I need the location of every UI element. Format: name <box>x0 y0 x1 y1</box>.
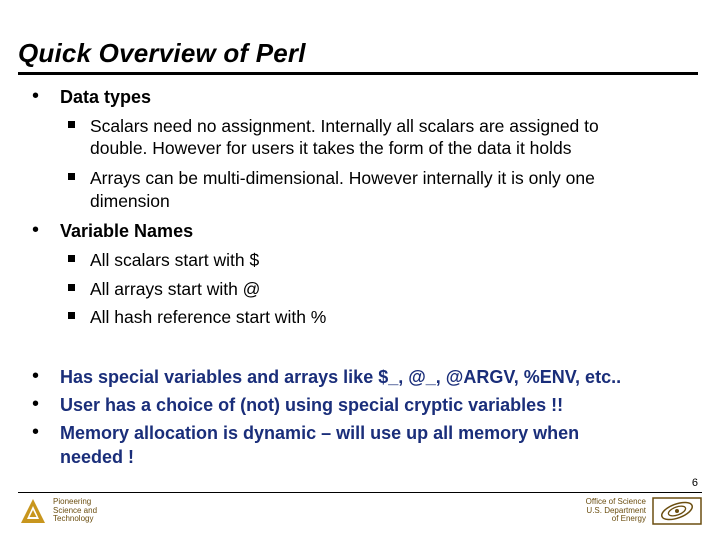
sub-bullet-text: Scalars need no assignment. Internally all scalars are assigned to <box>90 116 599 136</box>
footer-left-line: Pioneering <box>53 497 92 506</box>
argonne-logo-icon <box>20 498 46 524</box>
slide-title: Quick Overview of Perl <box>18 38 306 68</box>
bullet-label: Data types <box>60 87 152 107</box>
bullet-dot-icon: • <box>32 85 40 107</box>
footer-left-line: Technology <box>53 514 94 523</box>
sub-bullet-text: All hash reference start with % <box>90 307 327 327</box>
square-bullet-icon <box>68 284 76 292</box>
bullet-dot-icon: • <box>32 219 40 241</box>
page-number: 6 <box>691 477 698 489</box>
sub-bullet-text: All scalars start with $ <box>90 250 260 270</box>
highlight-bullet-text: Memory allocation is dynamic – will use up all memory when <box>60 423 580 443</box>
sub-bullet-text: All arrays start with @ <box>90 279 261 299</box>
doe-logo-icon <box>652 497 702 525</box>
footer-right-text <box>586 498 646 524</box>
title-underline <box>18 72 698 75</box>
sub-bullet-text: dimension <box>90 191 170 211</box>
square-bullet-icon <box>68 121 76 129</box>
footer-divider <box>18 492 702 493</box>
footer-left-text <box>53 498 97 524</box>
bullet-dot-icon: • <box>32 365 40 387</box>
footer-left-line: Science and <box>53 505 98 515</box>
highlight-bullet-text: Has special variables and arrays like $_, @_, @ARGV, %ENV, etc.. <box>60 367 622 387</box>
square-bullet-icon <box>68 173 76 181</box>
highlight-bullet-text: User has a choice of (not) using special cryptic variables !! <box>60 395 564 415</box>
footer-right-line: of Energy <box>611 514 646 523</box>
highlight-bullet-text: needed ! <box>60 447 135 467</box>
footer-right-line: Office of Science <box>585 497 646 506</box>
footer-right-line: U.S. Department <box>586 505 646 515</box>
square-bullet-icon <box>68 255 76 263</box>
bullet-label: Variable Names <box>60 221 194 241</box>
square-bullet-icon <box>68 312 76 320</box>
bullet-dot-icon: • <box>32 393 40 415</box>
sub-bullet-text: double. However for users it takes the form of the data it holds <box>90 138 572 158</box>
bullet-dot-icon: • <box>32 421 40 443</box>
sub-bullet-text: Arrays can be multi-dimensional. However internally it is only one <box>90 168 595 188</box>
